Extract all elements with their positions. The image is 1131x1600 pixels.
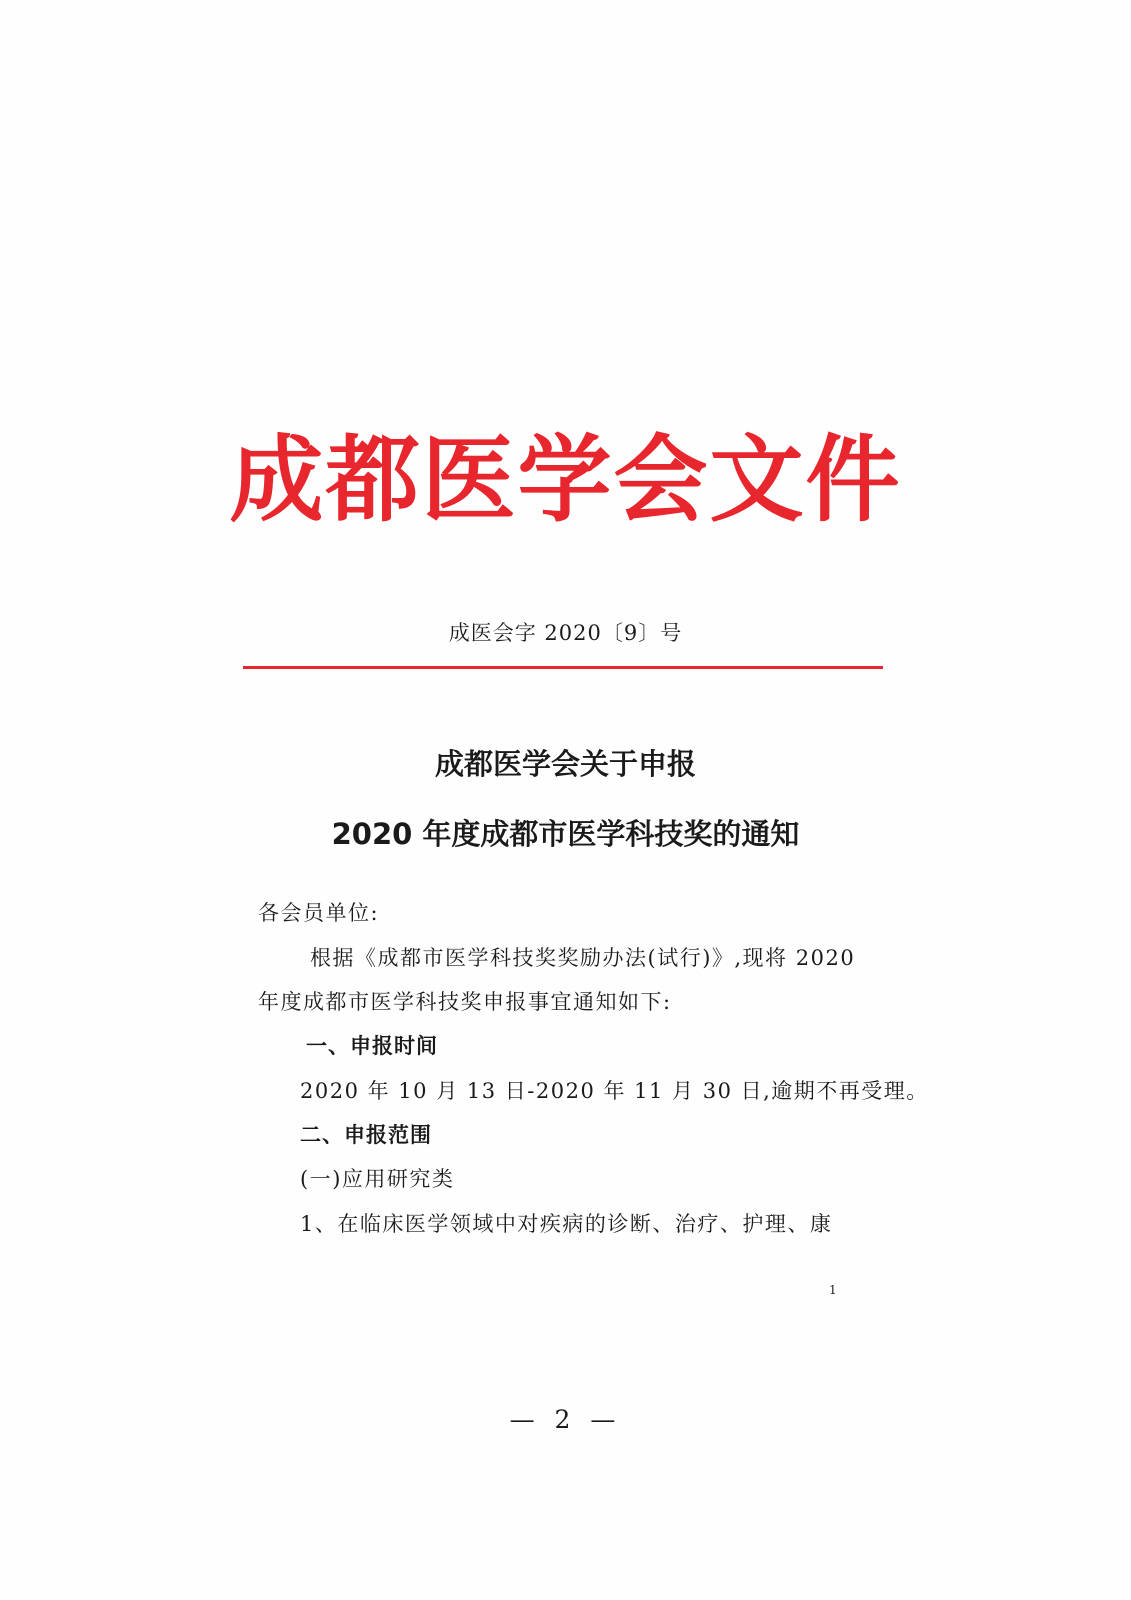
notice-title-line-1: 成都医学会关于申报	[434, 747, 696, 781]
inner-page-mark: 1	[829, 1283, 837, 1297]
notice-title-line-2: 2020 年度成都市医学科技奖的通知	[331, 817, 800, 851]
intro-paragraph-line-2: 年度成都市医学科技奖申报事宜通知如下:	[258, 990, 672, 1014]
masthead-title: 成都医学会文件	[229, 425, 902, 535]
application-time-text: 2020 年 10 月 13 日-2020 年 11 月 30 日,逾期不再受理。	[300, 1079, 929, 1103]
salutation: 各会员单位:	[258, 901, 380, 925]
subsection-applied-research: (一)应用研究类	[300, 1167, 455, 1191]
red-divider-rule	[243, 666, 883, 669]
page-number: — 2 —	[509, 1405, 622, 1434]
section-heading-application-time: 一、申报时间	[306, 1034, 438, 1058]
document-number: 成医会字 2020〔9〕号	[448, 621, 683, 645]
intro-paragraph-line-1: 根据《成都市医学科技奖奖励办法(试行)》,现将 2020	[310, 946, 856, 970]
section-heading-application-scope: 二、申报范围	[300, 1123, 432, 1147]
scope-item-1: 1、在临床医学领域中对疾病的诊断、治疗、护理、康	[300, 1212, 833, 1236]
